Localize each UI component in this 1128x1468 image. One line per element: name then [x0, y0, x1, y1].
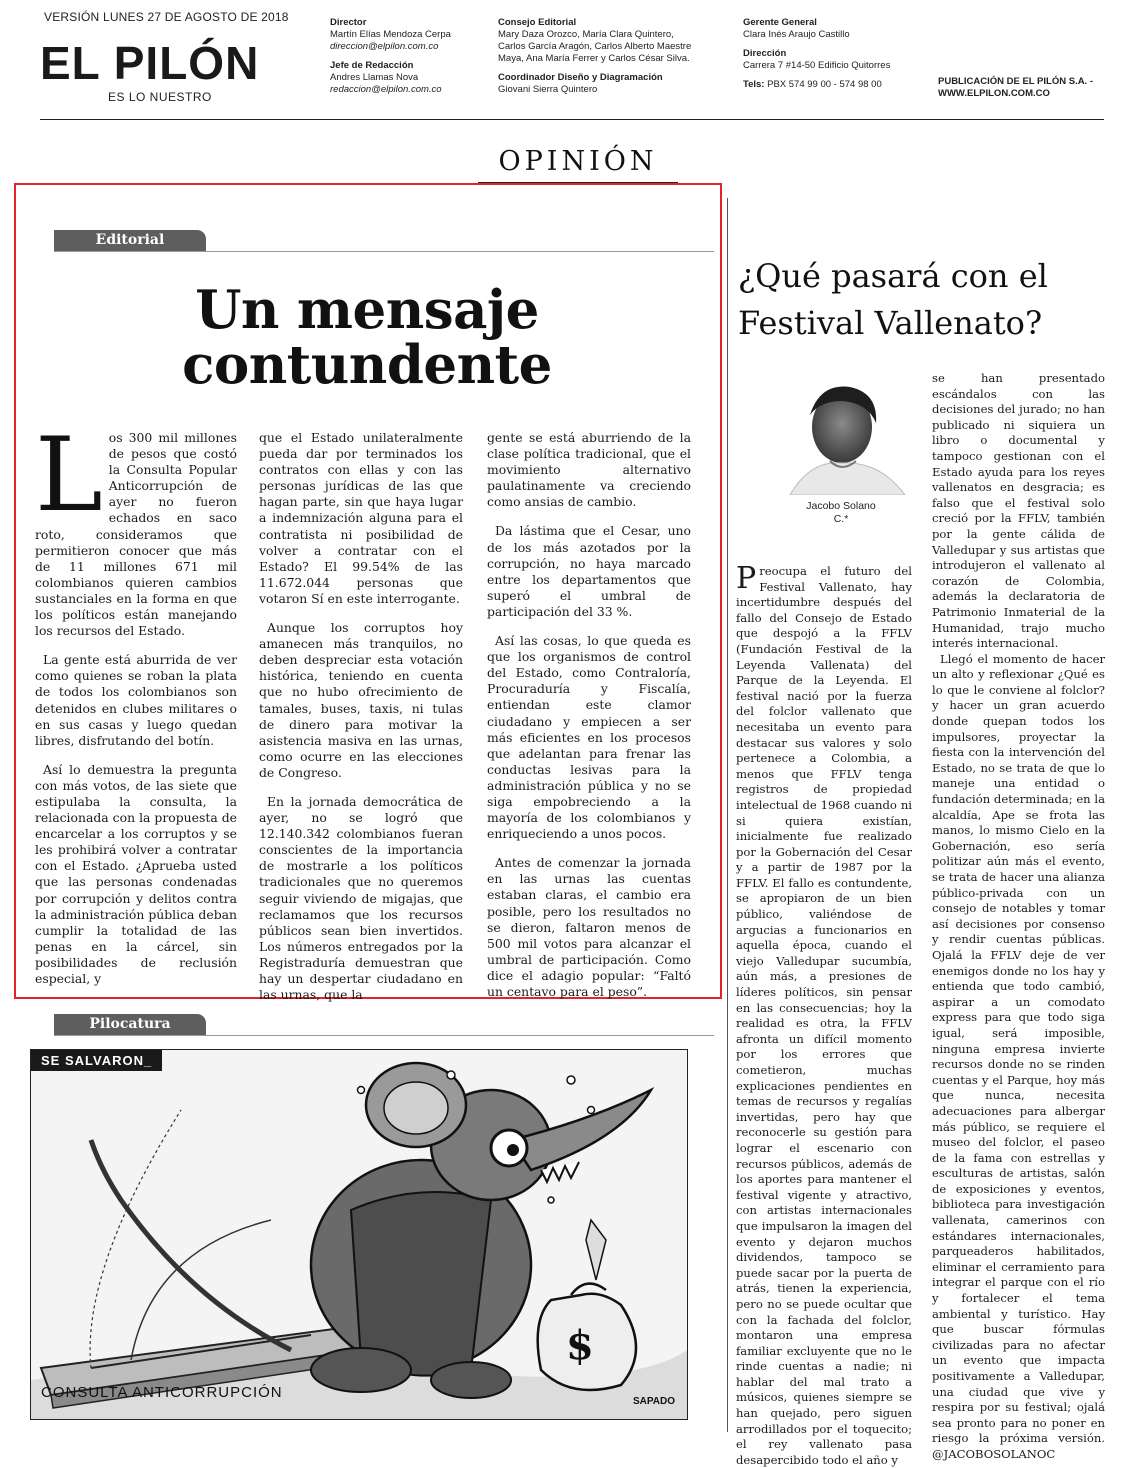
- coord-name: Giovani Sierra Quintero: [498, 84, 598, 95]
- jefe-email: redaccion@elpilon.com.co: [330, 84, 442, 95]
- gerente-name: Clara Inés Araujo Castillo: [743, 29, 850, 40]
- cartoon-caption: CONSULTA ANTICORRUPCIÓN: [41, 1384, 283, 1401]
- author-photo: [780, 375, 910, 495]
- consejo-line1: Mary Daza Orozco, María Clara Quintero,: [498, 29, 674, 40]
- editorial-paragraph: Antes de comenzar la jornada en las urnas las cuentas estaban claras, el cambio era posible, pero los resultados no se dieron, faltaron menos de 500 mil votos para alcanzar el umbral de participación. Como dice el adagio popular: “Faltó un centavo para el peso”.: [487, 855, 691, 999]
- director-name: Martín Elías Mendoza Cerpa: [330, 29, 451, 40]
- jefe-name: Andres Llamas Nova: [330, 72, 419, 83]
- masthead-staff-col2: [498, 17, 728, 96]
- column-divider-left: [727, 198, 728, 1432]
- section-title: OPINIÓN: [498, 146, 658, 177]
- tels-label: Tels:: [743, 79, 765, 90]
- opinion-title-line1: ¿Qué pasará con el: [738, 257, 1048, 295]
- opinion-title: [738, 253, 1118, 347]
- editorial-column-2: [259, 430, 463, 1016]
- publisher-info: [938, 76, 1093, 100]
- gerente-label: Gerente General: [743, 17, 817, 28]
- masthead-staff-col1: [330, 17, 490, 96]
- author-name: Jacobo Solano: [806, 500, 876, 512]
- author-byline: [786, 500, 896, 526]
- opinion-paragraph: reocupa el futuro del Festival Vallenato, hay incertidumbre después del fallo del Consejo de Estado que despojó a la FFLV (Fundación Festival de la Leyenda Vallenata) del Parque de la Leyenda. El festival nació por la fuerza del folclor vallenato que necesitaba un evento para destacar sus valores y solo pertenece a Colombia, a menos que FFLV tenga registros de propiedad intelectual de 1968 cuando ni si quiera existían, inicialmente fue realizado por la Gobernación del Cesar y a partir de 1987 por la FFLV. El fallo es contundente, se apropiaron de un bien público, valiéndose de argucias a funcionarios en aquella época, cuando el viejo Valledupar sucumbía, aún más, a presiones de líderes políticos, sin pensar en las consecuencias; hoy la realidad es otra, la FFLV afronta un difícil momento por los errores que cometieron, muchas explicaciones pendientes en temas de recursos y regalías invertidas, pero hay que reconocerle su gestión para lograr el escenario con recursos públicos, además de los aportes para mantener el festival vigente y atractivo, con artistas internacionales que impulsaron la imagen del evento y dejaron muchos dividendos, tampoco se puede sacar por la puerta de atrás, tienen la experiencia, pero no se puede ocultar que con la fachada del folclor, montaron una empresa familiar excluyente que no le rinde cuentas a nadie; ni hablar del mal trato a músicos, quienes siempre se han quejado, pero siguen arrodillados por el toquecito; el rey vallenato pasa desapercibido todo el año y: [736, 564, 912, 1467]
- editorial-dropcap: L: [35, 416, 103, 535]
- editorial-paragraph: Aunque los corruptos hoy amanecen más tranquilos, no deben despreciar esta votación histórica, teniendo en cuenta que no hubo ofrecimiento de tamales, buses, taxis, ni tulas de dinero para motivar la asistencia masiva en las urnas, como ocurre en las elecciones de Congreso.: [259, 620, 463, 780]
- cartoon-banner: SE SALVARON_: [31, 1050, 162, 1071]
- masthead-divider: [40, 119, 1104, 120]
- opinion-column-2: [932, 371, 1105, 1463]
- editorial-column-3: [487, 430, 691, 1013]
- tels-value: PBX 574 99 00 - 574 98 00: [767, 79, 882, 90]
- editorial-tag-rule: [54, 251, 714, 252]
- editorial-paragraph: Así las cosas, lo que queda es que los organismos de control del Estado, como Contraloría, Procuraduría y Fiscalía, entiendan este clamor ciudadano y empiecen a ser más eficientes en los procesos que adelantan para frenar las conductas lesivas para la administración pública y no se siga empobreciendo a la mayoría de los colombianos y enriqueciendo a unos pocos.: [487, 633, 691, 842]
- opinion-paragraph: Llegó el momento de hacer un alto y reflexionar ¿Qué es lo que le conviene al folclor? y hacer un gran acuerdo donde quepan todos los impulsores, proyectar la fiesta con la intervención del Estado, no se trata de que lo maneje una entidad o fundación determinada; en la alcaldía, Ape se frota las manos, lo mismo Cielo en la Gobernación, eso sería politizar aún más el evento, se trata de hacer una alianza público-privada con un consejo de notables y tomar así decisiones por consenso y rendir cuentas públicas. Ojalá la FFLV deje de ver enemigos donde no los hay y entienda que todo cambió, aspirar a un comodato express para que todo siga igual, será imposible, ninguna empresa invierte recursos donde no se rinden cuentas y el Parque, hoy más que nunca, necesita adecuaciones para albergar más público, se requiere el museo del folclor, el paseo de la fama con estrellas y esculturas de artistas, salón de exposiciones y eventos, biblioteca para investigación vallenata, camerinos con estándares internacionales, parqueaderos habilitados, eliminar el cerramiento para integrar el parque con el río y fortalecer el tema ambiental y turístico. Hay que buscar fórmulas civilizadas para no afectar un evento que impacta positivamente a Valledupar, una ciudad que vive y respira por su festival; ojalá sea pronto para no poner en riesgo la próxima versión. @JACOBOSOLANOC: [932, 651, 1105, 1461]
- publisher-line1: PUBLICACIÓN DE EL PILÓN S.A. -: [938, 76, 1094, 87]
- pilocatura-tag: Pilocatura: [54, 1014, 206, 1035]
- opinion-dropcap: P: [736, 561, 757, 596]
- direccion-value: Carrera 7 #14-50 Edificio Quitorres: [743, 60, 891, 71]
- editorial-column-1: [35, 416, 237, 1000]
- editorial-paragraph: Da lástima que el Cesar, uno de los más azotados por la corrupción, no haya marcado entre los departamentos que superó el umbral de participación del 33 %.: [487, 523, 691, 619]
- director-label: Director: [330, 17, 367, 28]
- editorial-headline: [60, 279, 674, 396]
- director-email: direccion@elpilon.com.co: [330, 41, 439, 52]
- opinion-title-line2: Festival Vallenato?: [738, 304, 1043, 342]
- opinion-paragraph: se han presentado escándalos con las decisiones del jurado; no han publicado ni siquiera un libro o documental y tampoco gestionan con el Estado ayuda para los reyes vallenatos en desgracia; es falso que el festival solo creció por la FFLV, también por la gente cálida de Valledupar y sus artistas que introdujeron el vallenato al corazón de Colombia, además la declaratoria de Patrimonio Inmaterial de la Humanidad, trajo mucho interés internacional.: [932, 371, 1105, 651]
- jefe-label: Jefe de Redacción: [330, 60, 414, 71]
- cartoon-panel: [30, 1049, 688, 1420]
- pilocatura-tag-rule: [54, 1035, 714, 1036]
- editorial-paragraph: Así lo demuestra la pregunta con más votos, de las siete que estipulaba la consulta, la relacionada con la propuesta de encarcelar a los corruptos y se les prohibirá volver a contratar con el Estado. ¿Aprueba usted que las personas condenadas por corrupción y delitos contra la administración pública deban cumplir la totalidad de las penas en la cárcel, sin posibilidades de reclusión especial, y: [35, 761, 237, 986]
- headline-line2: contundente: [182, 334, 552, 396]
- publisher-website[interactable]: WWW.ELPILON.COM.CO: [938, 88, 1050, 99]
- cartoon-signature: SAPADO: [632, 1396, 675, 1407]
- headline-line1: Un mensaje: [195, 279, 539, 341]
- newspaper-logo: EL PILÓN: [40, 37, 260, 89]
- money-bag-symbol: $: [566, 1322, 594, 1369]
- coord-label: Coordinador Diseño y Diagramación: [498, 72, 663, 83]
- editorial-paragraph: gente se está aburriendo de la clase política tradicional, que el movimiento alternativo paulatinamente va creciendo como ansias de cambio.: [487, 430, 691, 510]
- editorial-paragraph: En la jornada democrática de ayer, no se logró que 12.140.342 colombianos fueran conscientes de la importancia de mostrarle a los políticos tradicionales que no queremos seguir viviendo de migajas, que reclamamos que los recursos públicos sean bien invertidos. Los números entregados por la Registraduría demuestran que hay un despertar ciudadano en las urnas, que la: [259, 793, 463, 1003]
- direccion-label: Dirección: [743, 48, 787, 59]
- newspaper-slogan: ES LO NUESTRO: [108, 90, 212, 104]
- consejo-label: Consejo Editorial: [498, 17, 577, 28]
- opinion-column-1: [736, 561, 912, 1468]
- consejo-line2: Carlos García Aragón, Carlos Alberto Maestre: [498, 41, 692, 52]
- editorial-tag: Editorial: [54, 230, 206, 251]
- masthead-staff-col3: [743, 17, 933, 91]
- edition-date: VERSIÓN LUNES 27 DE AGOSTO DE 2018: [44, 10, 289, 24]
- editorial-paragraph: os 300 mil millones de pesos que costó la Consulta Popular Anticorrupción de ayer no fueron echados en saco roto, consideramos que permitieron conocer que más de 11 millones 671 mil colombianos quieren cambios sustanciales en la forma en que los políticos están manejando los recursos del Estado.: [35, 430, 237, 639]
- consejo-line3: Maya, Ana María Ferrer y Carlos César Silva.: [498, 53, 690, 64]
- author-suffix: C.*: [833, 513, 849, 525]
- editorial-paragraph: que el Estado unilateralmente pueda dar por terminados los contratos con ellas y con las personas jurídicas de las que hagan parte, sin que haya lugar a indemnización alguna para el contratista ni posibilidad de volver a contratar con el Estado? El 99.54% de las 11.672.044 personas que votaron Sí en este interrogante.: [259, 430, 463, 606]
- editorial-paragraph: La gente está aburrida de ver como quienes se roban la plata de todos los colombianos son detenidos en clubes militares o en sus casas y luego quedan libres, disfrutando del botín.: [35, 652, 237, 748]
